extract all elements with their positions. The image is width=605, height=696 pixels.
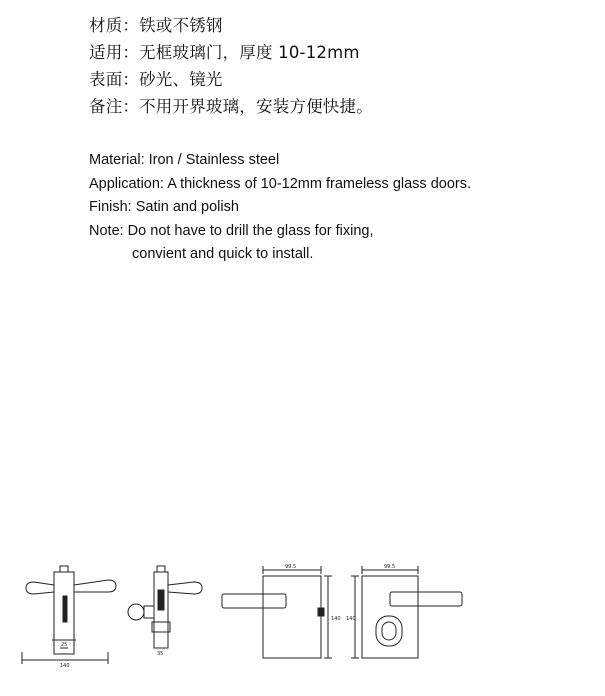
en-material-line: Material: Iron / Stainless steel [89,152,280,168]
top-width-label: 99.5 [285,564,297,570]
rear-width-label: 99.5 [384,564,396,570]
en-note-line-1: Note: Do not have to drill the glass for fixing, [89,222,374,239]
cn-material-line: 材质：铁或不锈钢 [89,16,223,35]
side-right-lever [168,582,202,594]
rear-keyhole-outer [376,616,402,646]
rear-lever [390,592,462,606]
en-application-line: Application: A thickness of 10-12mm frameless glass doors. [89,175,472,192]
front-small-label: 25 [61,642,68,648]
top-lever [222,594,286,608]
rear-keyhole-inner [382,622,396,640]
cn-note-line: 备注：不用开界玻璃，安装方便快捷。 [89,97,373,116]
en-note-line-2: convient and quick to install. [132,246,314,262]
front-width-label: 140 [60,663,70,669]
cn-finish-line: 表面：砂光、镜光 [89,70,223,89]
front-lock-top [60,566,68,572]
rear-view-drawing [351,566,462,658]
side-bottom-block [152,622,170,632]
side-lock-top [157,566,165,572]
top-height-label: 140 [331,616,341,622]
side-view-drawing [128,566,202,648]
en-finish-line: Finish: Satin and polish [89,199,239,215]
front-lock-slot [63,596,67,622]
top-body [263,576,321,658]
front-right-lever [74,580,116,592]
front-view-drawing [22,566,116,664]
side-lock-core [158,590,164,610]
side-small-label: 35 [157,651,164,657]
top-view-drawing [222,566,332,658]
front-left-lever [26,582,54,594]
side-knob-stem [144,606,154,618]
rear-height-label: 140 [346,616,356,622]
side-knob-left [128,604,144,620]
cn-application-line: 适用：无框玻璃门，厚度 10-12mm [89,43,360,62]
top-latch [318,608,324,616]
